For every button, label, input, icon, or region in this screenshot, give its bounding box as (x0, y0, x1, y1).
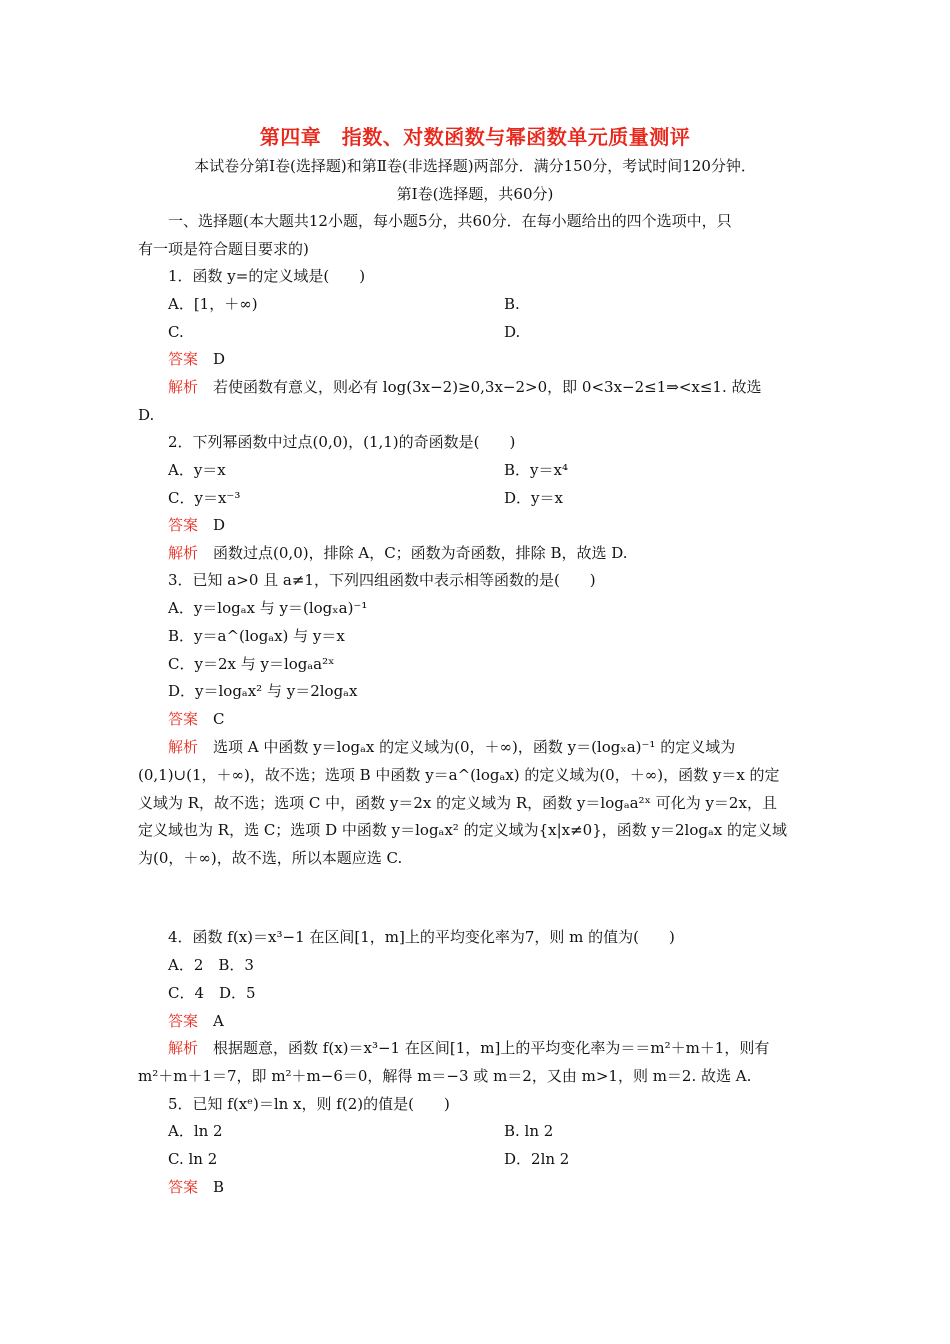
intro-text: 本试卷分第Ⅰ卷(选择题)和第Ⅱ卷(非选择题)两部分．满分150分，考试时间120分钟． (194, 157, 756, 175)
q2-answer (168, 515, 848, 535)
q3-analysis-cont: (0,1)∪(1，＋∞)，故不选；选项 B 中函数 y＝a^(logₐx) 的定义域为(0，＋∞)，函数 y＝x 的定 (138, 766, 780, 784)
answer-label: 答案 (168, 1012, 199, 1030)
q2-option-d: D．y＝x (504, 489, 563, 507)
q2-stem: 2．下列幂函数中过点(0,0)，(1,1)的奇函数是( ) (168, 433, 516, 451)
q4-options-cd: C．4 D．5 (168, 984, 256, 1002)
q1-stem: 1．函数 y=的定义域是( ) (168, 267, 366, 285)
analysis-label: 解析 (168, 544, 199, 562)
q5-option-d: D．2ln 2 (504, 1150, 570, 1168)
q4-analysis-text: 根据题意，函数 f(x)＝x³−1 在区间[1，m]上的平均变化率为＝＝m²＋m＋1，则有 (213, 1039, 770, 1057)
q1-option-b: B. (504, 295, 520, 313)
q1-option-c: C. (168, 323, 184, 341)
q3-option-a: A．y＝logₐx 与 y＝(logₓa)⁻¹ (168, 599, 368, 617)
q3-analysis-cont: 为(0，＋∞)，故不选，所以本题应选 C. (138, 849, 403, 867)
section1-instructions-cont: 有一项是符合题目要求的) (138, 240, 309, 258)
q4-stem: 4．函数 f(x)＝x³−1 在区间[1，m]上的平均变化率为7，则 m 的值为( ) (168, 928, 675, 946)
q5-answer-value: B (213, 1178, 225, 1196)
q4-answer-value: A (213, 1012, 224, 1030)
analysis-label: 解析 (168, 738, 199, 756)
q1-answer (168, 349, 848, 369)
q5-option-b: B. ln 2 (504, 1122, 554, 1140)
q3-stem: 3．已知 a>0 且 a≠1，下列四组函数中表示相等函数的是( ) (168, 571, 596, 589)
section1-instructions: 一、选择题(本大题共12小题，每小题5分，共60分．在每小题给出的四个选项中，只 (168, 212, 732, 230)
q3-analysis (168, 737, 848, 757)
answer-label: 答案 (168, 710, 199, 728)
q1-option-d: D. (504, 323, 521, 341)
q1-answer-value: D (213, 350, 226, 368)
q3-analysis-text: 选项 A 中函数 y＝logₐx 的定义域为(0，＋∞)，函数 y＝(logₓa)⁻¹ 的定义域为 (213, 738, 736, 756)
q5-stem: 5．已知 f(xᵉ)＝ln x，则 f(2)的值是( ) (168, 1095, 450, 1113)
q4-analysis (168, 1038, 848, 1058)
q2-option-c: C．y＝x⁻³ (168, 489, 241, 507)
analysis-label: 解析 (168, 378, 199, 396)
page-title: 第四章 指数、对数函数与幂函数单元质量测评 (259, 125, 691, 149)
q2-option-a: A．y＝x (168, 461, 226, 479)
answer-label: 答案 (168, 516, 199, 534)
part1-heading: 第Ⅰ卷(选择题，共60分) (396, 185, 554, 203)
q1-analysis-cont: D. (138, 406, 155, 424)
q1-analysis-text: 若使函数有意义，则必有 log(3x−2)≥0,3x−2>0，即 0<3x−2≤1⇒<x≤1. 故选 (213, 378, 762, 396)
q2-answer-value: D (213, 516, 226, 534)
answer-label: 答案 (168, 1178, 199, 1196)
analysis-label: 解析 (168, 1039, 199, 1057)
q3-option-d: D．y＝logₐx² 与 y＝2logₐx (168, 682, 358, 700)
q4-analysis-cont: m²＋m＋1＝7，即 m²＋m−6＝0，解得 m＝−3 或 m＝2，又由 m>1，则 m＝2. 故选 A. (138, 1067, 752, 1085)
q5-option-c: C. ln 2 (168, 1150, 218, 1168)
q5-option-a: A．ln 2 (168, 1122, 223, 1140)
answer-label: 答案 (168, 350, 199, 368)
q3-analysis-cont: 定义域也为 R，选 C；选项 D 中函数 y＝logₐx² 的定义域为{x|x≠0}，函数 y＝2logₐx 的定义域 (138, 821, 787, 839)
q3-option-b: B．y＝a^(logₐx) 与 y＝x (168, 627, 345, 645)
q4-answer (168, 1011, 848, 1031)
q3-answer-value: C (213, 710, 225, 728)
q1-analysis (168, 377, 848, 397)
q3-answer (168, 709, 848, 729)
q3-analysis-cont: 义域为 R，故不选；选项 C 中，函数 y＝2x 的定义域为 R，函数 y＝logₐa²ˣ 可化为 y＝2x，且 (138, 794, 777, 812)
q3-option-c: C．y＝2x 与 y＝logₐa²ˣ (168, 655, 335, 673)
q5-answer (168, 1177, 848, 1197)
q2-option-b: B．y＝x⁴ (504, 461, 568, 479)
q1-option-a: A．[1，＋∞) (168, 295, 258, 313)
q2-analysis (168, 543, 848, 563)
q4-options-ab: A．2 B．3 (168, 956, 254, 974)
q2-analysis-text: 函数过点(0,0)，排除 A，C；函数为奇函数，排除 B，故选 D. (213, 544, 628, 562)
